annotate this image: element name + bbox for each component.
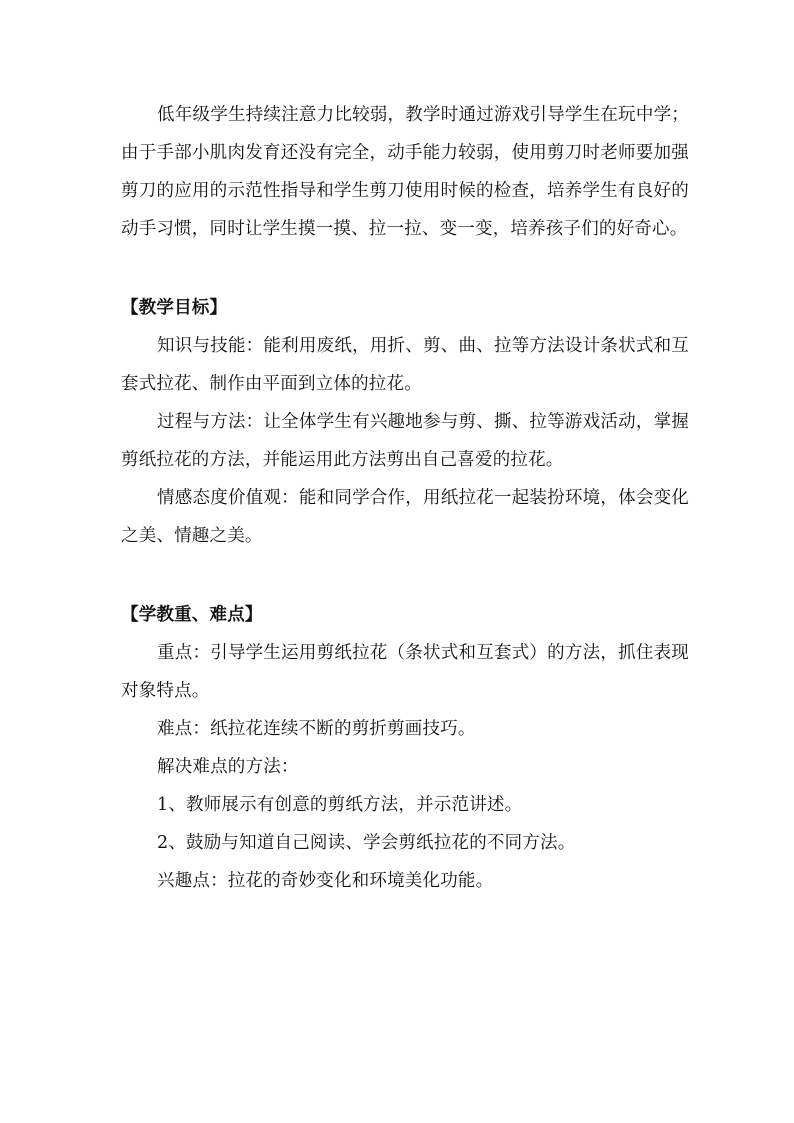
focus-key-point: 重点：引导学生运用剪纸拉花（条状式和互套式）的方法，抓住表现对象特点。	[121, 643, 689, 701]
focus-solution-item-2: 2、鼓励与知道自己阅读、学会剪纸拉花的不同方法。	[157, 833, 576, 853]
goal-emotion-values: 情感态度价值观：能和同学合作，用纸拉花一起装扮环境，体会变化之美、情趣之美。	[121, 488, 689, 546]
focus-difficult-point: 难点：纸拉花连续不断的剪折剪画技巧。	[157, 719, 476, 739]
intro-paragraph: 低年级学生持续注意力比较弱，教学时通过游戏引导学生在玩中学；由于手部小肌肉发育还没有完全，动手能力较弱，使用剪刀时老师要加强剪刀的应用的示范性指导和学生剪刀使用时候的检查，培养学生有良好的动手习惯，同时让学生摸一摸、拉一拉、变一变，培养孩子们的好奇心。	[121, 105, 689, 239]
section-heading-key-difficult-points: 【学教重、难点】	[121, 605, 263, 625]
document-content	[121, 96, 689, 900]
focus-solution-title: 解决难点的方法：	[157, 757, 299, 777]
focus-solution-item-1: 1、教师展示有创意的剪纸方法，并示范讲述。	[157, 795, 523, 815]
focus-interest-point: 兴趣点：拉花的奇妙变化和环境美化功能。	[157, 871, 494, 891]
goal-process-methods: 过程与方法：让全体学生有兴趣地参与剪、撕、拉等游戏活动，掌握剪纸拉花的方法，并能运用此方法剪出自己喜爱的拉花。	[121, 412, 689, 470]
section-heading-teaching-goals: 【教学目标】	[121, 298, 228, 318]
goal-knowledge-skills: 知识与技能：能利用废纸，用折、剪、曲、拉等方法设计条状式和互套式拉花、制作由平面到立体的拉花。	[121, 336, 689, 394]
